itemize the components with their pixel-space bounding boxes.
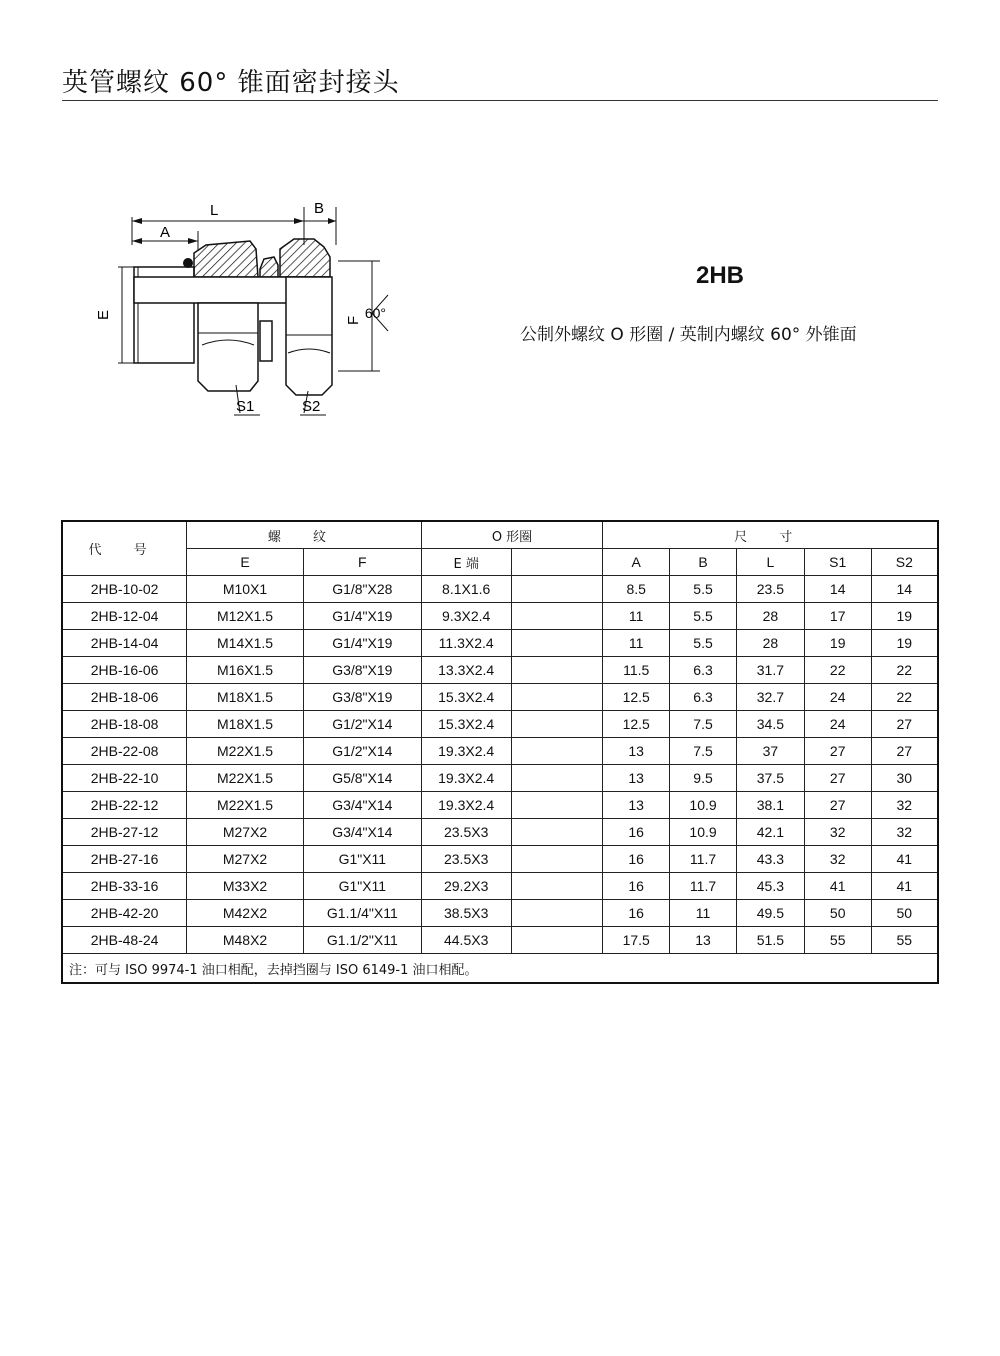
cell-code: 2HB-22-10 <box>62 765 187 792</box>
cell-E: M16X1.5 <box>187 657 304 684</box>
table-row <box>62 792 938 819</box>
cell-L: 43.3 <box>736 846 804 873</box>
cell-oring: 8.1X1.6 <box>421 576 511 603</box>
cell-S2: 41 <box>871 873 938 900</box>
cell-F: G1"X11 <box>303 873 421 900</box>
cell-oring: 38.5X3 <box>421 900 511 927</box>
cell-code: 2HB-18-06 <box>62 684 187 711</box>
table-note: 注：可与 ISO 9974-1 油口相配，去掉挡圈与 ISO 6149-1 油口相配。 <box>62 954 938 984</box>
table-row <box>62 846 938 873</box>
cell-E: M48X2 <box>187 927 304 954</box>
cell-B: 6.3 <box>670 657 737 684</box>
cell-S1: 32 <box>804 846 871 873</box>
cell-code: 2HB-10-02 <box>62 576 187 603</box>
cell-B: 11.7 <box>670 873 737 900</box>
cell-S1: 14 <box>804 576 871 603</box>
cell-S2: 22 <box>871 684 938 711</box>
cell-A: 11.5 <box>603 657 670 684</box>
cell-S1: 32 <box>804 819 871 846</box>
cell-oring: 19.3X2.4 <box>421 765 511 792</box>
cell-blank <box>511 711 603 738</box>
cell-L: 42.1 <box>736 819 804 846</box>
cell-oring: 29.2X3 <box>421 873 511 900</box>
cell-E: M18X1.5 <box>187 711 304 738</box>
cell-F: G3/4"X14 <box>303 792 421 819</box>
header-E-end: E 端 <box>421 549 511 576</box>
cell-oring: 15.3X2.4 <box>421 684 511 711</box>
cell-S1: 27 <box>804 792 871 819</box>
cell-B: 5.5 <box>670 630 737 657</box>
hex-S2-label: S2 <box>302 398 321 415</box>
cell-L: 49.5 <box>736 900 804 927</box>
hex-S1-label: S1 <box>236 398 255 415</box>
header-E: E <box>187 549 304 576</box>
cell-S2: 50 <box>871 900 938 927</box>
cell-L: 51.5 <box>736 927 804 954</box>
cell-oring: 13.3X2.4 <box>421 657 511 684</box>
model-description: 公制外螺纹 O 形圈 / 英制内螺纹 60° 外锥面 <box>520 325 857 345</box>
cell-code: 2HB-18-08 <box>62 711 187 738</box>
header-S1: S1 <box>804 549 871 576</box>
cell-code: 2HB-27-16 <box>62 846 187 873</box>
cell-code: 2HB-22-08 <box>62 738 187 765</box>
cell-E: M22X1.5 <box>187 738 304 765</box>
cell-L: 23.5 <box>736 576 804 603</box>
cell-blank <box>511 684 603 711</box>
dim-F-label: F <box>345 315 362 325</box>
cell-B: 13 <box>670 927 737 954</box>
dim-E-label: E <box>95 309 112 320</box>
header-A: A <box>603 549 670 576</box>
cell-S2: 27 <box>871 738 938 765</box>
cell-code: 2HB-14-04 <box>62 630 187 657</box>
cell-oring: 19.3X2.4 <box>421 792 511 819</box>
cell-A: 13 <box>603 738 670 765</box>
cell-code: 2HB-33-16 <box>62 873 187 900</box>
cell-oring: 19.3X2.4 <box>421 738 511 765</box>
cell-oring: 15.3X2.4 <box>421 711 511 738</box>
cell-blank <box>511 927 603 954</box>
dim-L-label: L <box>210 202 219 219</box>
cell-S2: 32 <box>871 792 938 819</box>
cell-A: 16 <box>603 873 670 900</box>
cell-L: 28 <box>736 603 804 630</box>
cell-S1: 24 <box>804 711 871 738</box>
cell-B: 5.5 <box>670 576 737 603</box>
cell-F: G3/8"X19 <box>303 657 421 684</box>
cell-E: M22X1.5 <box>187 792 304 819</box>
cell-S2: 32 <box>871 819 938 846</box>
cell-E: M42X2 <box>187 900 304 927</box>
cell-A: 12.5 <box>603 711 670 738</box>
table-row <box>62 873 938 900</box>
header-F: F <box>303 549 421 576</box>
table-row <box>62 684 938 711</box>
cell-blank <box>511 630 603 657</box>
fitting-drawing <box>90 185 390 425</box>
cell-L: 32.7 <box>736 684 804 711</box>
cell-E: M14X1.5 <box>187 630 304 657</box>
cell-blank <box>511 900 603 927</box>
cell-F: G1/4"X19 <box>303 603 421 630</box>
cell-F: G1.1/2"X11 <box>303 927 421 954</box>
cell-E: M10X1 <box>187 576 304 603</box>
cell-B: 7.5 <box>670 711 737 738</box>
table-row <box>62 657 938 684</box>
cell-L: 31.7 <box>736 657 804 684</box>
cell-blank <box>511 846 603 873</box>
cell-code: 2HB-16-06 <box>62 657 187 684</box>
cell-F: G3/4"X14 <box>303 819 421 846</box>
table-row <box>62 603 938 630</box>
cell-blank <box>511 819 603 846</box>
cell-F: G1/4"X19 <box>303 630 421 657</box>
cell-A: 11 <box>603 603 670 630</box>
cell-L: 37 <box>736 738 804 765</box>
cell-L: 45.3 <box>736 873 804 900</box>
cell-F: G1.1/4"X11 <box>303 900 421 927</box>
table-row <box>62 765 938 792</box>
cell-S2: 14 <box>871 576 938 603</box>
cell-code: 2HB-48-24 <box>62 927 187 954</box>
cell-oring: 23.5X3 <box>421 819 511 846</box>
table-row <box>62 819 938 846</box>
cell-blank <box>511 603 603 630</box>
cell-S1: 27 <box>804 765 871 792</box>
cell-oring: 23.5X3 <box>421 846 511 873</box>
cell-E: M18X1.5 <box>187 684 304 711</box>
cell-A: 12.5 <box>603 684 670 711</box>
table-row <box>62 630 938 657</box>
cell-L: 38.1 <box>736 792 804 819</box>
cell-S2: 19 <box>871 630 938 657</box>
cell-F: G1/2"X14 <box>303 711 421 738</box>
cell-A: 16 <box>603 819 670 846</box>
cell-blank <box>511 738 603 765</box>
cell-S1: 24 <box>804 684 871 711</box>
cell-B: 10.9 <box>670 792 737 819</box>
cell-L: 28 <box>736 630 804 657</box>
cell-blank <box>511 657 603 684</box>
cell-E: M27X2 <box>187 846 304 873</box>
cell-A: 8.5 <box>603 576 670 603</box>
cell-B: 9.5 <box>670 765 737 792</box>
cell-oring: 44.5X3 <box>421 927 511 954</box>
header-dimensions: 尺 寸 <box>603 521 938 549</box>
header-L: L <box>736 549 804 576</box>
spec-table <box>61 520 939 984</box>
cell-blank <box>511 576 603 603</box>
cell-F: G5/8"X14 <box>303 765 421 792</box>
cell-E: M22X1.5 <box>187 765 304 792</box>
dim-B-label: B <box>314 200 325 217</box>
header-B: B <box>670 549 737 576</box>
cell-blank <box>511 765 603 792</box>
table-row <box>62 576 938 603</box>
table-row <box>62 900 938 927</box>
table-row <box>62 927 938 954</box>
cell-S2: 41 <box>871 846 938 873</box>
cell-E: M27X2 <box>187 819 304 846</box>
cell-code: 2HB-27-12 <box>62 819 187 846</box>
table-row <box>62 711 938 738</box>
header-blank <box>511 549 603 576</box>
dim-A-label: A <box>160 224 171 241</box>
cell-B: 11 <box>670 900 737 927</box>
cell-E: M33X2 <box>187 873 304 900</box>
cell-blank <box>511 792 603 819</box>
cell-B: 11.7 <box>670 846 737 873</box>
cell-S1: 27 <box>804 738 871 765</box>
cell-B: 10.9 <box>670 819 737 846</box>
header-oring: O 形圈 <box>421 521 603 549</box>
cell-B: 7.5 <box>670 738 737 765</box>
cell-S1: 50 <box>804 900 871 927</box>
cell-S2: 27 <box>871 711 938 738</box>
cell-S1: 41 <box>804 873 871 900</box>
cell-oring: 9.3X2.4 <box>421 603 511 630</box>
cell-S2: 22 <box>871 657 938 684</box>
cell-blank <box>511 873 603 900</box>
cell-E: M12X1.5 <box>187 603 304 630</box>
cell-A: 13 <box>603 792 670 819</box>
header-thread: 螺 纹 <box>187 521 422 549</box>
cell-A: 16 <box>603 846 670 873</box>
cell-A: 17.5 <box>603 927 670 954</box>
cell-B: 6.3 <box>670 684 737 711</box>
cell-S2: 55 <box>871 927 938 954</box>
cell-code: 2HB-12-04 <box>62 603 187 630</box>
angle-label: 60° <box>364 305 386 321</box>
cell-S1: 17 <box>804 603 871 630</box>
cell-S1: 22 <box>804 657 871 684</box>
header-S2: S2 <box>871 549 938 576</box>
table-row <box>62 738 938 765</box>
page-title: 英管螺纹 60° 锥面密封接头 <box>62 68 400 98</box>
cell-code: 2HB-22-12 <box>62 792 187 819</box>
cell-F: G1/8"X28 <box>303 576 421 603</box>
cell-S2: 19 <box>871 603 938 630</box>
cell-oring: 11.3X2.4 <box>421 630 511 657</box>
cell-S1: 55 <box>804 927 871 954</box>
cell-code: 2HB-42-20 <box>62 900 187 927</box>
title-divider <box>62 100 938 101</box>
cell-F: G1"X11 <box>303 846 421 873</box>
model-code: 2HB <box>696 262 745 289</box>
cell-A: 13 <box>603 765 670 792</box>
cell-S2: 30 <box>871 765 938 792</box>
cell-L: 37.5 <box>736 765 804 792</box>
cell-A: 16 <box>603 900 670 927</box>
cell-S1: 19 <box>804 630 871 657</box>
cell-B: 5.5 <box>670 603 737 630</box>
cell-L: 34.5 <box>736 711 804 738</box>
header-code: 代 号 <box>62 521 187 576</box>
cell-A: 11 <box>603 630 670 657</box>
cell-F: G1/2"X14 <box>303 738 421 765</box>
cell-F: G3/8"X19 <box>303 684 421 711</box>
